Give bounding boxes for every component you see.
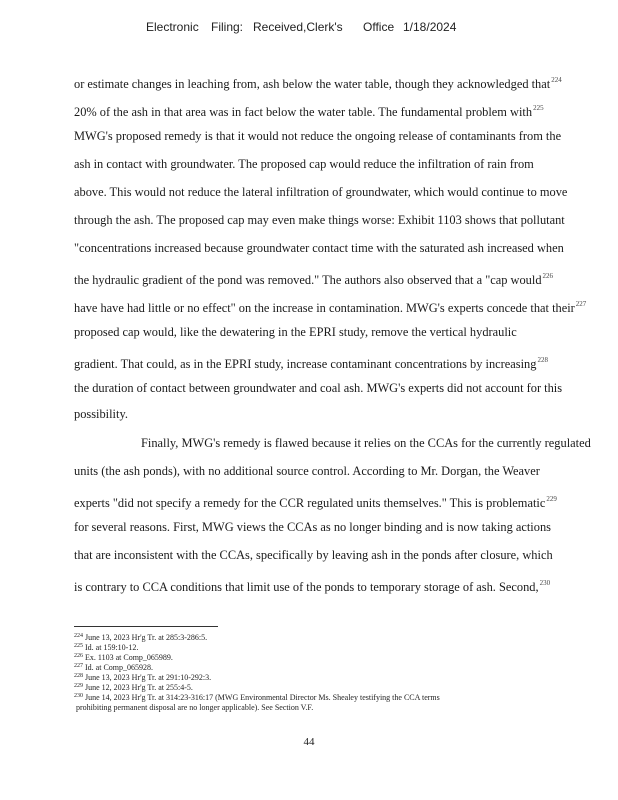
footnote-ref[interactable]: 226 xyxy=(542,272,554,280)
body-line: that are inconsistent with the CCAs, specifically by leaving ash in the ponds after closure, which xyxy=(74,548,553,562)
footnote: $^{228}$ June 13, 2023 Hr'g Tr. at 291:10-292:3. xyxy=(74,673,212,682)
body-line: 20% of the ash in that area was in fact below the water table. The fundamental problem with$^{225}$ xyxy=(74,104,544,119)
body-line: proposed cap would, like the dewatering in the EPRI study, remove the vertical hydraulic xyxy=(74,325,517,339)
footnote: $^{230}$ June 14, 2023 Hr'g Tr. at 314:23-316:17 (MWG Environmental Director Ms. Shealey testifying the CCA terms xyxy=(74,693,440,702)
body-line: for several reasons. First, MWG views the CCAs as no longer binding and is now taking actions xyxy=(74,520,551,534)
header-office: Office xyxy=(363,20,395,34)
body-line: the hydraulic gradient of the pond was removed." The authors also observed that a "cap would$^{226}$ xyxy=(74,272,554,287)
footnote-ref[interactable]: 228 xyxy=(537,356,548,364)
body-line: possibility. xyxy=(74,407,128,421)
footnote: $^{227}$ Id. at Comp_065928. xyxy=(74,663,153,672)
body-line: "concentrations increased because groundwater contact time with the saturated ash increased when xyxy=(74,241,564,255)
header-received: Received,Clerk's xyxy=(253,20,343,34)
footnote: prohibiting permanent disposal are no longer applicable). See Section V.F. xyxy=(76,703,314,712)
footnote-ref[interactable]: 230 xyxy=(539,579,551,587)
footnote: $^{224}$ June 13, 2023 Hr'g Tr. at 285:3-286:5. xyxy=(74,633,208,642)
footnote: $^{229}$ June 12, 2023 Hr'g Tr. at 255:4-5. xyxy=(74,683,193,692)
footnote: $^{226}$ Ex. 1103 at Comp_065989. xyxy=(74,653,173,662)
header-date: 1/18/2024 xyxy=(403,20,457,34)
body-line: units (the ash ponds), with no additional source control. According to Mr. Dorgan, the Weaver xyxy=(74,464,540,478)
body-line: above. This would not reduce the lateral infiltration of groundwater, which would continue to move xyxy=(74,185,568,199)
footnote-ref[interactable]: 224 xyxy=(551,76,562,84)
footnote-ref[interactable]: 229 xyxy=(546,495,557,503)
body-line: MWG's proposed remedy is that it would not reduce the ongoing release of contaminants from the xyxy=(74,129,562,143)
footnote-ref[interactable]: 227 xyxy=(575,300,587,308)
footnote-ref[interactable]: 225 xyxy=(533,104,544,112)
footnote: $^{225}$ Id. at 159:10-12. xyxy=(74,643,139,652)
header-filing: Filing: xyxy=(211,20,244,34)
body-line: through the ash. The proposed cap may even make things worse: Exhibit 1103 shows that pollutant xyxy=(74,213,565,227)
body-line: have have had little or no effect" on the increase in contamination. MWG's experts concede that their$^{227}$ xyxy=(74,300,587,315)
footnote-divider xyxy=(74,626,218,627)
body-line: or estimate changes in leaching from, ash below the water table, though they acknowledged that$^{224}$ xyxy=(74,76,562,91)
body-line: ash in contact with groundwater. The proposed cap would reduce the infiltration of rain from xyxy=(74,157,534,171)
body-line: is contrary to CCA conditions that limit use of the ponds to temporary storage of ash. Second,$^{230}$ xyxy=(74,579,551,594)
body-line: experts "did not specify a remedy for the CCR regulated units themselves." This is problematic$^{229}$ xyxy=(74,495,557,510)
header-electronic: Electronic xyxy=(146,20,199,34)
body-line: gradient. That could, as in the EPRI study, increase contaminant concentrations by increasing$^{228}$ xyxy=(74,356,548,371)
body-line: Finally, MWG's remedy is flawed because it relies on the CCAs for the currently regulated xyxy=(141,436,591,450)
page-number: 44 xyxy=(303,736,315,748)
body-line: the duration of contact between groundwater and coal ash. MWG's experts did not account for this xyxy=(74,381,563,395)
